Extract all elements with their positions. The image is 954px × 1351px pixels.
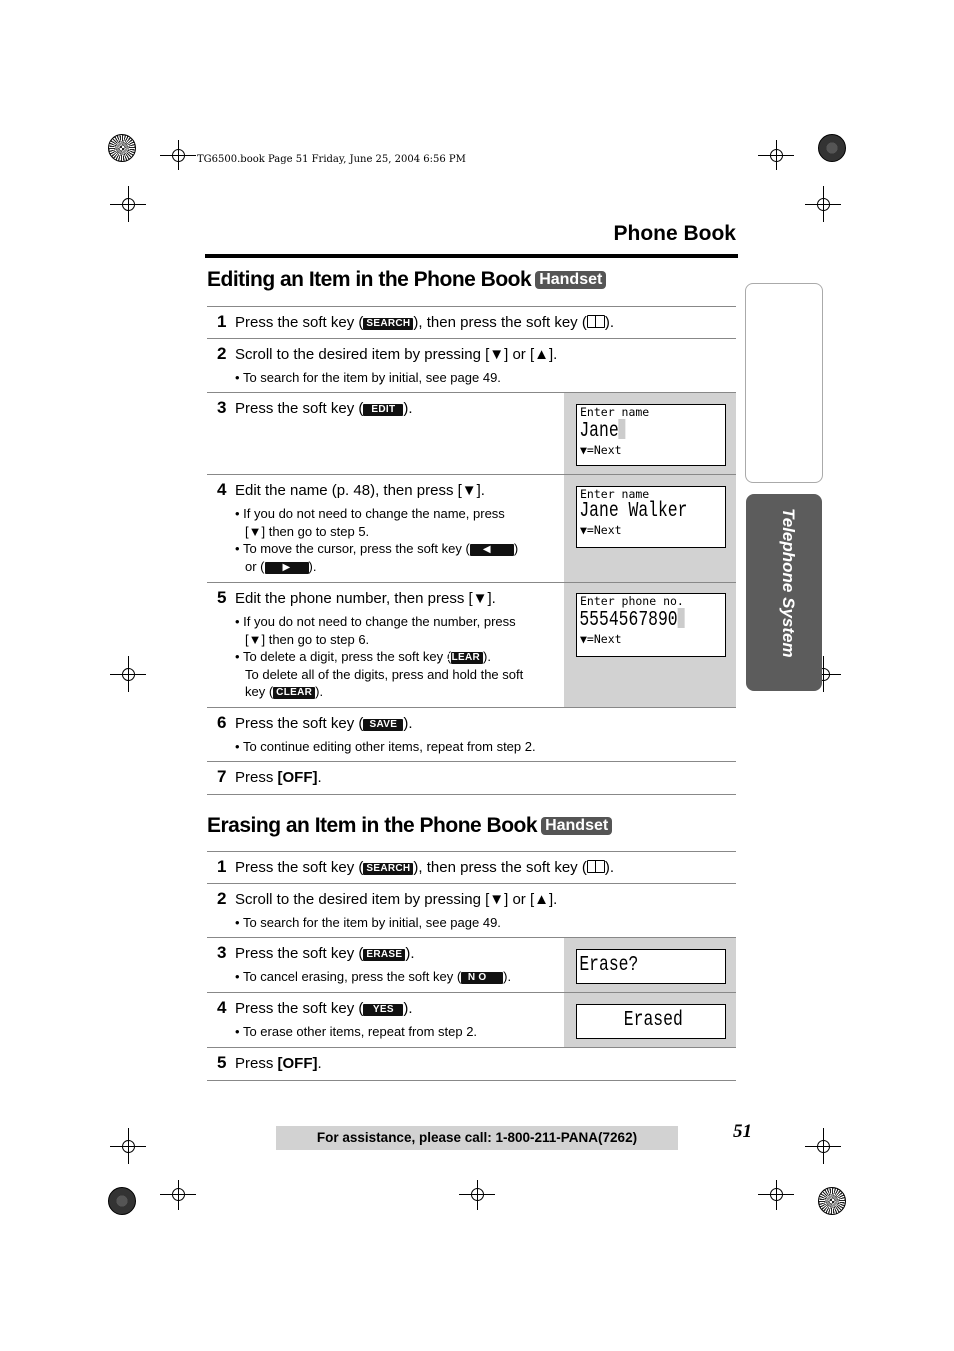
step-number: 6: [217, 713, 227, 732]
erase-key: ERASE: [363, 949, 405, 961]
crosshair-icon: [160, 140, 196, 170]
lcd-line: ▼=Next: [580, 632, 622, 646]
edit-step-1: [207, 306, 736, 339]
edit-step-2: [207, 338, 736, 393]
section-title: Phone Book: [613, 222, 736, 245]
erase-step-2: [207, 883, 736, 938]
step-number: 7: [217, 767, 227, 786]
clear-key: CLEAR: [451, 652, 483, 664]
lcd-name: Jane: [579, 420, 619, 443]
step-number: 1: [217, 857, 227, 876]
editing-heading: [207, 268, 606, 292]
lcd-message: Erase?: [579, 954, 639, 977]
erase-step-4: [207, 992, 736, 1048]
display-panel: [564, 938, 736, 993]
step-text: Press the soft key ( SAVE ).: [235, 715, 413, 732]
crosshair-icon: [160, 1180, 196, 1210]
step-bullet: • To erase other items, repeat from step 2.: [235, 1024, 478, 1039]
registration-mark-icon: [818, 134, 846, 162]
step-text: Press the soft key ( SEARCH ), then press the soft key ( ).: [235, 314, 615, 331]
lcd-line: ▼=Next: [580, 443, 622, 457]
step-text: Press the soft key ( ERASE ).: [235, 945, 415, 962]
lcd-line: Enter name: [580, 487, 650, 501]
crosshair-icon: [758, 1180, 794, 1210]
phonebook-icon: [587, 315, 605, 328]
file-info: TG6500.book Page 51 Friday, June 25, 2004 6:56 PM: [197, 154, 466, 165]
page-number: 51: [733, 1121, 752, 1142]
lcd-cursor: [619, 419, 626, 439]
step-number: 5: [217, 1053, 227, 1072]
step-number: 3: [217, 943, 227, 962]
search-key: SEARCH: [363, 318, 413, 330]
display-panel: [564, 393, 736, 475]
edit-step-4: [207, 474, 736, 583]
crosshair-icon: [805, 1128, 841, 1164]
lcd-message: Erased: [623, 1009, 683, 1032]
step-bullet: • To search for the item by initial, see page 49.: [235, 915, 501, 930]
display-panel: [564, 475, 736, 583]
edit-key: EDIT: [363, 404, 403, 416]
lcd-display: [576, 1004, 726, 1039]
crosshair-icon: [459, 1180, 495, 1210]
side-tab-label: Telephone System: [779, 508, 798, 658]
lcd-line: Enter phone no.: [580, 594, 684, 608]
crosshair-icon: [110, 1128, 146, 1164]
step-text: Press the soft key ( YES ).: [235, 1000, 413, 1017]
step-number: 2: [217, 889, 227, 908]
lcd-display: [576, 404, 726, 466]
erase-step-3: [207, 937, 736, 993]
registration-mark-icon: [108, 134, 136, 162]
off-key: [OFF]: [277, 769, 318, 786]
lcd-cursor: [678, 608, 685, 628]
side-tab-blank: [745, 283, 823, 483]
side-tab-telephone-system: [746, 494, 822, 691]
display-panel: [564, 583, 736, 708]
erase-step-5: [207, 1047, 736, 1081]
step-number: 3: [217, 398, 227, 417]
lcd-display: [576, 486, 726, 548]
crosshair-icon: [110, 656, 146, 692]
step-bullet: • To continue editing other items, repeat from step 2.: [235, 739, 536, 754]
handset-tag: Handset: [535, 271, 606, 289]
step-number: 4: [217, 480, 227, 499]
erasing-heading: [207, 814, 612, 838]
edit-step-6: [207, 707, 736, 762]
no-key: N O: [461, 972, 503, 984]
crosshair-icon: [805, 186, 841, 222]
step-bullets: • If you do not need to change the name, press [▼] then go to step 5. • To move the cursor, press the soft key ( ◀ ) or ( ▶ ).: [235, 506, 519, 574]
erasing-heading-text: Erasing an Item in the Phone Book: [207, 814, 538, 837]
step-text: Press [OFF].: [235, 769, 322, 786]
phonebook-icon: [587, 860, 605, 873]
display-panel: [564, 993, 736, 1048]
save-key: SAVE: [363, 719, 403, 731]
assistance-bar: For assistance, please call: 1-800-211-PANA(7262): [276, 1126, 678, 1150]
step-bullets: • If you do not need to change the number, press [▼] then go to step 6. • To delete a digit, press the soft key (CLEAR ). To delete all of the digits, press and hold the soft key ( CLEAR ).: [235, 614, 524, 699]
step-text: Scroll to the desired item by pressing [▼] or [▲].: [235, 346, 558, 363]
step-text: Edit the phone number, then press [▼].: [235, 590, 496, 607]
step-number: 2: [217, 344, 227, 363]
search-key: SEARCH: [363, 863, 413, 875]
erase-step-1: [207, 851, 736, 884]
step-text: Press the soft key ( SEARCH ), then press the soft key ( ).: [235, 859, 615, 876]
lcd-display: [576, 949, 726, 984]
title-rule: [205, 254, 738, 258]
lcd-display: [576, 593, 726, 657]
edit-step-3: [207, 392, 736, 475]
crosshair-icon: [110, 186, 146, 222]
lcd-name: Jane Walker: [579, 500, 688, 523]
step-number: 1: [217, 312, 227, 331]
left-arrow-key-icon: ◀: [470, 544, 514, 556]
step-text: Press the soft key ( EDIT ).: [235, 400, 413, 417]
right-arrow-key-icon: ▶: [265, 562, 309, 574]
lcd-line: Enter name: [580, 405, 650, 419]
edit-step-7: [207, 761, 736, 795]
step-number: 4: [217, 998, 227, 1017]
registration-mark-icon: [108, 1187, 136, 1215]
crosshair-icon: [758, 140, 794, 170]
off-key: [OFF]: [277, 1055, 318, 1072]
lcd-line: ▼=Next: [580, 523, 622, 537]
handset-tag: Handset: [541, 817, 612, 835]
clear-key: CLEAR: [273, 687, 315, 699]
step-number: 5: [217, 588, 227, 607]
step-text: Press [OFF].: [235, 1055, 322, 1072]
yes-key: YES: [363, 1004, 403, 1016]
registration-mark-icon: [818, 1187, 846, 1215]
step-text: Scroll to the desired item by pressing [▼] or [▲].: [235, 891, 558, 908]
step-bullet: • To cancel erasing, press the soft key ( N O ).: [235, 969, 512, 984]
step-bullet: • To search for the item by initial, see page 49.: [235, 370, 501, 385]
lcd-number: 5554567890: [579, 609, 678, 632]
edit-step-5: [207, 582, 736, 708]
editing-heading-text: Editing an Item in the Phone Book: [207, 268, 532, 291]
step-text: Edit the name (p. 48), then press [▼].: [235, 482, 485, 499]
